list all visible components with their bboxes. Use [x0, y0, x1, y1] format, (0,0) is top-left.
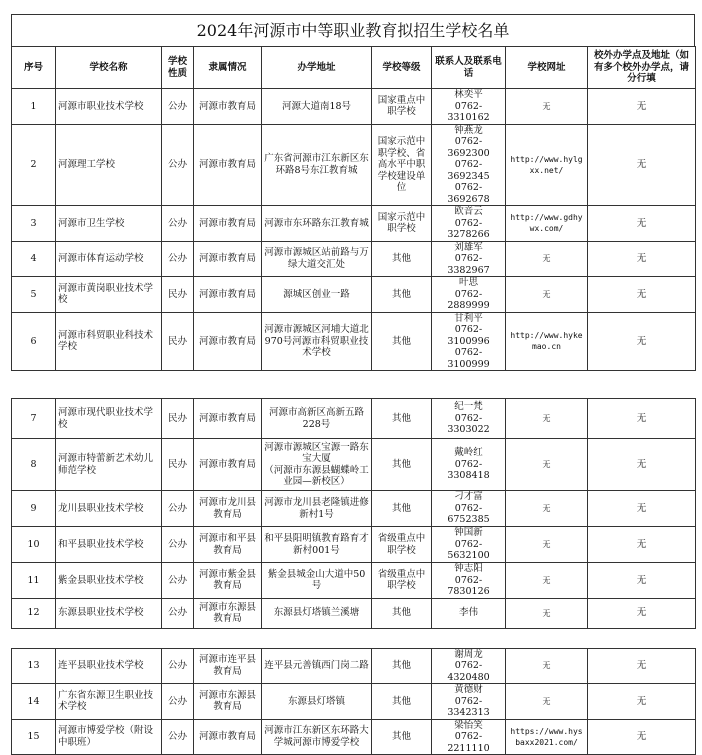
cell-level: 其他	[372, 277, 432, 313]
cell-name: 龙川县职业技术学校	[56, 491, 162, 527]
cell-site: 无	[506, 527, 588, 563]
cell-site: 无	[506, 399, 588, 439]
cell-addr: 河源市东环路东江教育城	[262, 206, 372, 242]
table-row	[12, 89, 696, 125]
table-row	[12, 563, 696, 599]
cell-name: 东源县职业技术学校	[56, 598, 162, 628]
cell-seq: 2	[12, 124, 56, 206]
cell-level: 其他	[372, 598, 432, 628]
cell-branch: 无	[588, 89, 696, 125]
cell-level: 其他	[372, 439, 432, 491]
cell-dept: 河源市东源县教育局	[194, 598, 262, 628]
cell-dept: 河源市龙川县教育局	[194, 491, 262, 527]
cell-name: 紫金县职业技术学校	[56, 563, 162, 599]
cell-addr: 和平县阳明镇教育路育才新村001号	[262, 527, 372, 563]
cell-site: 无	[506, 598, 588, 628]
school-table	[11, 46, 696, 755]
cell-dept: 河源市和平县教育局	[194, 527, 262, 563]
cell-contact: 纪一梵 0762-3303022	[432, 399, 506, 439]
cell-seq: 4	[12, 241, 56, 277]
cell-addr: 连平县元善镇西门岗二路	[262, 648, 372, 684]
cell-nature: 民办	[162, 439, 194, 491]
cell-seq: 7	[12, 399, 56, 439]
cell-site: http://www.hylgxx.net/	[506, 124, 588, 206]
table-gap	[12, 371, 696, 399]
cell-dept: 河源市教育局	[194, 277, 262, 313]
cell-contact: 甘利平 0762-3100996 0762-3100999	[432, 312, 506, 371]
cell-seq: 15	[12, 719, 56, 755]
cell-nature: 公办	[162, 527, 194, 563]
cell-seq: 11	[12, 563, 56, 599]
document	[11, 14, 695, 755]
cell-site: 无	[506, 241, 588, 277]
cell-level: 国家重点中职学校	[372, 89, 432, 125]
cell-addr: 河源市高新区高新五路228号	[262, 399, 372, 439]
cell-addr: 河源市源城区站前路与万绿大道交汇处	[262, 241, 372, 277]
cell-name: 和平县职业技术学校	[56, 527, 162, 563]
cell-addr: 广东省河源市江东新区东环路8号东江教育城	[262, 124, 372, 206]
table-row	[12, 399, 696, 439]
cell-name: 河源市卫生学校	[56, 206, 162, 242]
cell-seq: 12	[12, 598, 56, 628]
cell-addr: 河源市源城区河埔大道北970号河源市科贸职业技术学校	[262, 312, 372, 371]
header-contact: 联系人及联系电话	[432, 47, 506, 89]
cell-contact: 梁怡笑 0762-2211110	[432, 719, 506, 755]
cell-branch: 无	[588, 527, 696, 563]
cell-branch: 无	[588, 491, 696, 527]
cell-seq: 5	[12, 277, 56, 313]
cell-level: 其他	[372, 241, 432, 277]
cell-seq: 14	[12, 684, 56, 720]
table-row	[12, 439, 696, 491]
cell-addr: 河源大道南18号	[262, 89, 372, 125]
cell-branch: 无	[588, 399, 696, 439]
table-row	[12, 719, 696, 755]
table-row	[12, 598, 696, 628]
cell-branch: 无	[588, 124, 696, 206]
table-row	[12, 124, 696, 206]
cell-contact: 谢周龙 0762-4320480	[432, 648, 506, 684]
cell-branch: 无	[588, 598, 696, 628]
cell-contact: 欧音云 0762-3278266	[432, 206, 506, 242]
cell-contact: 叶思 0762-2889999	[432, 277, 506, 313]
cell-dept: 河源市教育局	[194, 312, 262, 371]
cell-seq: 8	[12, 439, 56, 491]
cell-site: 无	[506, 277, 588, 313]
cell-nature: 公办	[162, 241, 194, 277]
cell-branch: 无	[588, 439, 696, 491]
cell-dept: 河源市紫金县教育局	[194, 563, 262, 599]
cell-addr: 东源县灯塔镇兰溪塘	[262, 598, 372, 628]
cell-contact: 黄德财 0762-3342313	[432, 684, 506, 720]
cell-dept: 河源市东源县教育局	[194, 684, 262, 720]
cell-addr: 东源县灯塔镇	[262, 684, 372, 720]
cell-branch: 无	[588, 648, 696, 684]
table-row	[12, 206, 696, 242]
table-gap	[12, 628, 696, 648]
cell-contact: 李伟	[432, 598, 506, 628]
cell-level: 省级重点中职学校	[372, 563, 432, 599]
cell-dept: 河源市教育局	[194, 124, 262, 206]
cell-name: 连平县职业技术学校	[56, 648, 162, 684]
cell-branch: 无	[588, 312, 696, 371]
page-title: 2024年河源市中等职业教育拟招生学校名单	[11, 14, 695, 46]
cell-nature: 公办	[162, 124, 194, 206]
cell-site: http://www.hykemao.cn	[506, 312, 588, 371]
cell-nature: 公办	[162, 598, 194, 628]
cell-level: 其他	[372, 719, 432, 755]
cell-branch: 无	[588, 277, 696, 313]
table-row	[12, 527, 696, 563]
cell-nature: 民办	[162, 277, 194, 313]
header-level: 学校等级	[372, 47, 432, 89]
cell-seq: 3	[12, 206, 56, 242]
cell-branch: 无	[588, 719, 696, 755]
cell-name: 河源市黄岗职业技术学校	[56, 277, 162, 313]
cell-addr: 河源市龙川县老隆镇进修新村1号	[262, 491, 372, 527]
header-addr: 办学地址	[262, 47, 372, 89]
cell-site: 无	[506, 439, 588, 491]
cell-level: 其他	[372, 684, 432, 720]
cell-contact: 戴岭红 0762-3308418	[432, 439, 506, 491]
cell-contact: 钟燕龙 0762-3692300 0762-3692345 0762-3692678	[432, 124, 506, 206]
cell-nature: 公办	[162, 648, 194, 684]
cell-name: 广东省东源卫生职业技术学校	[56, 684, 162, 720]
cell-addr: 源城区创业一路	[262, 277, 372, 313]
cell-nature: 公办	[162, 719, 194, 755]
cell-nature: 民办	[162, 312, 194, 371]
cell-site: 无	[506, 89, 588, 125]
cell-name: 河源市体育运动学校	[56, 241, 162, 277]
header-name: 学校名称	[56, 47, 162, 89]
table-row	[12, 277, 696, 313]
cell-seq: 13	[12, 648, 56, 684]
cell-addr: 河源市江东新区东环路大学城河源市博爱学校	[262, 719, 372, 755]
cell-addr: 河源市源城区宝源一路东宝大厦 （河源市东源县蝴蝶岭工业园—新校区）	[262, 439, 372, 491]
cell-branch: 无	[588, 563, 696, 599]
cell-site: 无	[506, 563, 588, 599]
cell-nature: 公办	[162, 89, 194, 125]
cell-dept: 河源市教育局	[194, 399, 262, 439]
cell-contact: 刁才富 0762-6752385	[432, 491, 506, 527]
header-nature: 学校性质	[162, 47, 194, 89]
cell-addr: 紫金县城金山大道中50号	[262, 563, 372, 599]
cell-site: 无	[506, 491, 588, 527]
cell-branch: 无	[588, 684, 696, 720]
cell-branch: 无	[588, 206, 696, 242]
cell-dept: 河源市教育局	[194, 206, 262, 242]
cell-seq: 9	[12, 491, 56, 527]
cell-branch: 无	[588, 241, 696, 277]
table-row	[12, 312, 696, 371]
cell-contact: 钟国新 0762-5632100	[432, 527, 506, 563]
cell-nature: 民办	[162, 399, 194, 439]
cell-dept: 河源市教育局	[194, 241, 262, 277]
cell-level: 其他	[372, 399, 432, 439]
cell-level: 其他	[372, 648, 432, 684]
cell-seq: 1	[12, 89, 56, 125]
table-row	[12, 684, 696, 720]
cell-name: 河源市特蕾新艺术幼儿师范学校	[56, 439, 162, 491]
cell-site: 无	[506, 648, 588, 684]
header-seq: 序号	[12, 47, 56, 89]
cell-name: 河源理工学校	[56, 124, 162, 206]
cell-contact: 刘雄军 0762-3382967	[432, 241, 506, 277]
table-row	[12, 648, 696, 684]
cell-nature: 公办	[162, 563, 194, 599]
cell-level: 国家示范中职学校	[372, 206, 432, 242]
cell-contact: 钟志阳 0762-7830126	[432, 563, 506, 599]
cell-nature: 公办	[162, 491, 194, 527]
table-row	[12, 491, 696, 527]
cell-nature: 公办	[162, 684, 194, 720]
cell-level: 省级重点中职学校	[372, 527, 432, 563]
cell-name: 河源市现代职业技术学校	[56, 399, 162, 439]
cell-site: 无	[506, 684, 588, 720]
header-dept: 隶属情况	[194, 47, 262, 89]
cell-dept: 河源市教育局	[194, 719, 262, 755]
cell-dept: 河源市连平县教育局	[194, 648, 262, 684]
cell-nature: 公办	[162, 206, 194, 242]
table-header-row	[12, 47, 696, 89]
cell-dept: 河源市教育局	[194, 439, 262, 491]
cell-site: http://www.gdhywx.com/	[506, 206, 588, 242]
header-branch: 校外办学点及地址（如有多个校外办学点，请分行填	[588, 47, 696, 89]
cell-name: 河源市博爱学校（附设中职班）	[56, 719, 162, 755]
cell-name: 河源市科贸职业科技术学校	[56, 312, 162, 371]
header-site: 学校网址	[506, 47, 588, 89]
cell-name: 河源市职业技术学校	[56, 89, 162, 125]
cell-level: 国家示范中职学校、省高水平中职学校建设单位	[372, 124, 432, 206]
cell-dept: 河源市教育局	[194, 89, 262, 125]
cell-level: 其他	[372, 491, 432, 527]
cell-site: https://www.hysbaxx2021.com/	[506, 719, 588, 755]
table-row	[12, 241, 696, 277]
cell-seq: 10	[12, 527, 56, 563]
cell-contact: 林奕平 0762-3310162	[432, 89, 506, 125]
cell-level: 其他	[372, 312, 432, 371]
cell-seq: 6	[12, 312, 56, 371]
